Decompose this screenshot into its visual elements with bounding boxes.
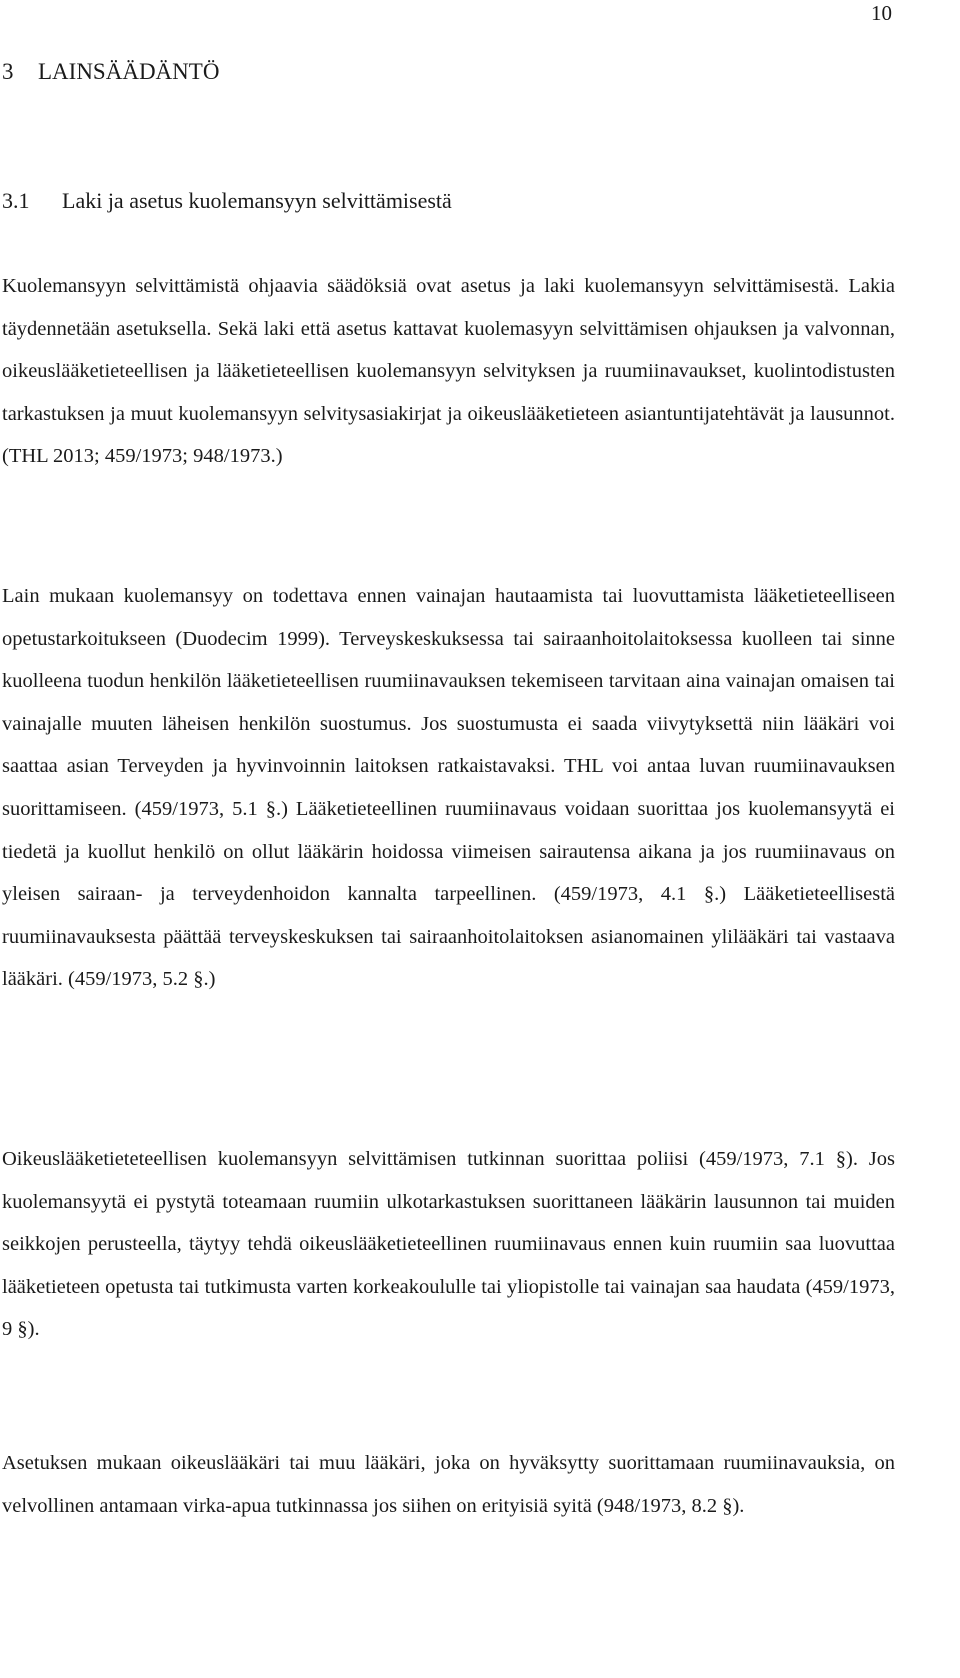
body-paragraph: Kuolemansyyn selvittämistä ohjaavia säädöksiä ovat asetus ja laki kuolemansyyn selvittämisestä. Lakia täydennetään asetuksella. Sekä laki että asetus kattavat kuolemasyyn selvittämisen ohjauksen ja valvonnan, oikeuslääketieteellisen ja lääketieteellisen kuolemansyyn selvityksen ja ruumiinavaukset, kuolintodistusten tarkastuksen ja muut kuolemansyyn selvitysasiakirjat ja oikeuslääketieteen asiantuntijatehtävät ja lausunnot. (THL 2013; 459/1973; 948/1973.) [2, 275, 895, 468]
section-title: Laki ja asetus kuolemansyyn selvittämisestä [62, 188, 452, 213]
body-paragraph: Asetuksen mukaan oikeuslääkäri tai muu lääkäri, joka on hyväksytty suorittamaan ruumiinavauksia, on velvollinen antamaan virka-apua tutkinnassa jos siihen on erityisiä syitä (948/1973, 8.2 §). [2, 1452, 895, 1517]
body-paragraph: Oikeuslääketieteteellisen kuolemansyyn selvittämisen tutkinnan suorittaa poliisi (459/1973, 7.1 §). Jos kuolemansyytä ei pystytä toteamaan ruumiin ulkotarkastuksen suorittaneen lääkärin lausunnon tai muiden seikkojen perusteella, täytyy tehdä oikeuslääketieteellinen ruumiinavaus ennen kuin ruumiin saa luovuttaa lääketieteen opetusta tai tutkimusta varten korkeakoululle tai yliopistolle tai vainajan saa haudata (459/1973, 9 §). [2, 1148, 895, 1341]
section-heading [2, 187, 452, 215]
page-number: 10 [871, 1, 892, 25]
section-number: 3.1 [2, 188, 30, 213]
chapter-number: 3 [2, 59, 14, 84]
body-paragraph: Lain mukaan kuolemansyy on todettava ennen vainajan hautaamista tai luovuttamista lääketieteelliseen opetustarkoitukseen (Duodecim 1999). Terveyskeskuksessa tai sairaanhoitolaitoksessa kuolleen tai sinne kuolleena tuodun henkilön lääketieteellisen ruumiinavauksen tekemiseen tarvitaan aina vainajan omaisen tai vainajalle muuten läheisen henkilön suostumus. Jos suostumusta ei saada viivytyksettä niin lääkäri voi saattaa asian Terveyden ja hyvinvoinnin laitoksen ratkaistavaksi. THL voi antaa luvan ruumiinavauksen suorittamiseen. (459/1973, 5.1 §.) Lääketieteellinen ruumiinavaus voidaan suorittaa jos kuolemansyytä ei tiedetä ja kuollut henkilö on ollut lääkärin hoidossa viimeisen sairautensa aikana ja jos ruumiinavaus on yleisen sairaan- ja terveydenhoidon kannalta tarpeellinen. (459/1973, 4.1 §.) Lääketieteellisestä ruumiinavauksesta päättää terveyskeskuksen tai sairaanhoitolaitoksen asianomainen ylilääkäri tai vastaava lääkäri. (459/1973, 5.2 §.) [2, 585, 895, 991]
chapter-heading [2, 58, 219, 86]
chapter-title: LAINSÄÄDÄNTÖ [38, 59, 220, 84]
